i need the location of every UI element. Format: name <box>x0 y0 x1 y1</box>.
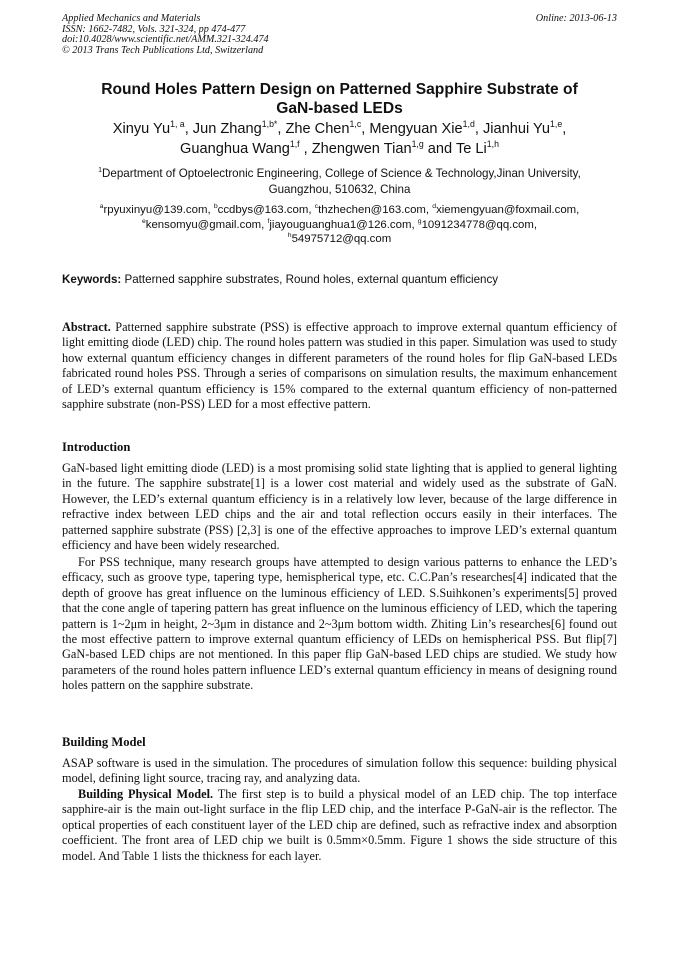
email: $^e$kensomyu@gmail.com, <box>141 217 268 231</box>
keywords-text: Patterned sapphire substrates, Round holes, external quantum efficiency <box>121 273 499 286</box>
introduction-paragraph-1: GaN-based light emitting diode (LED) is a most promising solid state lighting that is applied to general lighting in the future. The sapphire substrate[1] is a lower cost material and widely used as the substrate of GaN. However, the LED’s external quantum efficiency is in a relatively low lever, because of the large difference in refractive index between LED chips and the air and total reflection occurs easily in their interfaces. The patterned sapphire substrate (PSS) [2,3] is one of the effective approaches to improve LED’s external quantum efficiency and have been widely researched. <box>62 461 617 553</box>
author: Mengyuan Xie$^{1,d}$, <box>369 119 483 137</box>
introduction-heading: Introduction <box>62 440 131 454</box>
email-list <box>62 203 617 247</box>
email: $^a$rpyuxinyu@139.com, <box>99 203 214 216</box>
author: Te Li$^{1,h}$ <box>455 138 499 157</box>
subsection-label: Building Physical Model. <box>78 787 214 801</box>
author: Guanghua Wang$^{1,f}$ , <box>180 138 312 157</box>
email: $^d$xiemengyuan@foxmail.com, <box>432 203 580 216</box>
issn-line: ISSN: 1662-7482, Vols. 321-324, pp 474-477 <box>62 23 246 35</box>
journal-name: Applied Mechanics and Materials <box>62 13 201 24</box>
author: Jun Zhang$^{1,b*}$, <box>192 119 286 137</box>
author: Zhengwen Tian$^{1,g}$ and <box>311 138 456 157</box>
title-line-1: Round Holes Pattern Design on Patterned Sapphire Substrate of <box>101 81 578 98</box>
abstract-label: Abstract. <box>62 320 111 334</box>
introduction-paragraph-2: For PSS technique, many research groups have attempted to design various patterns to enhance the LED’s efficacy, such as groove type, tapering type, hemispherical type, etc. C.C.Pan’s researches[4] indicated that the depth of groove has great influence on the luminous efficiency of LED. S.Suihkonen’s experiments[5] proved that the cone angle of tapering pattern has great influence on the luminous efficiency of LED, which the tapering pattern is 1~2μm in height, 2~3μm in distance and 2~3μm bottom width. Zhiting Lin’s researches[6] found out the most effective pattern to improve external quantum efficiency of LEDs on hemispherical PSS. But flip[7] GaN-based LED chips are not mentioned. In this paper flip GaN-based LED chips are studied. We study how parameters of the round holes pattern influence LED’s external quantum efficiency in means of designing round holes pattern on the sapphire substrate. <box>62 555 617 693</box>
title-line-2: GaN-based LEDs <box>276 100 403 117</box>
building-model-heading: Building Model <box>62 735 146 749</box>
email: $^h$54975712@qq.com <box>287 232 392 245</box>
author: Zhe Chen$^{1,c}$, <box>285 119 370 137</box>
keywords <box>62 273 617 287</box>
journal-header <box>62 14 617 56</box>
building-model-paragraph-1: ASAP software is used in the simulation. The procedures of simulation follow this sequence: building physical model, defining light source, tracing ray, and analyzing data. <box>62 756 617 786</box>
author-list <box>62 120 617 159</box>
building-model-paragraph-2: Building Physical Model. The first step is to build a physical model of an LED chip. The top interface sapphire-air is the main out-light surface in the flip LED chip, and the interface P-GaN-air is the reflector. The optical properties of each constituent layer of the LED chip are defined, such as refractive index and absorption coefficient. The front area of LED chip we built is 0.5mm×0.5mm. Figure 1 shows the side structure of this model. And Table 1 lists the thickness for each layer. <box>62 787 618 863</box>
abstract-text: Patterned sapphire substrate (PSS) is effective approach to improve external quantum efficiency of light emitting diode (LED) chip. The round holes pattern was studied in this paper. Simulation was used to study how external quantum efficiency changes in different parameters of the round holes for flip GaN-based LEDs fabricated round holes PSS. Through a series of comparisons on simulation results, the maximum enhancement of LED’s external quantum efficiency is 15% compared to the external quantum efficiency of non-patterned sapphire substrate (non-PSS) LED for a most effective pattern. <box>62 320 617 412</box>
email: $^b$ccdbys@163.com, <box>213 203 315 216</box>
abstract <box>62 320 617 412</box>
author: Xinyu Yu$^{1, a}$, <box>112 119 193 137</box>
doi-line: doi:10.4028/www.scientific.net/AMM.321-324.474 <box>62 34 269 46</box>
author: Jianhui Yu$^{1,e}$, <box>482 119 567 137</box>
online-date: Online: 2013-06-13 <box>535 13 617 24</box>
keywords-label: Keywords: <box>62 273 122 286</box>
email: $^g$1091234778@qq.com, <box>417 217 538 231</box>
copyright-line: © 2013 Trans Tech Publications Ltd, Switzerland <box>62 44 264 56</box>
affiliation: $^1$Department of Optoelectronic Engineering, College of Science & Technology,Jinan University, Guangzhou, 510632, China <box>98 167 581 196</box>
email: $^f$jiayouguanghua1@126.com, <box>267 217 418 231</box>
email: $^c$thzhechen@163.com, <box>314 203 433 216</box>
paper-title <box>62 80 617 118</box>
